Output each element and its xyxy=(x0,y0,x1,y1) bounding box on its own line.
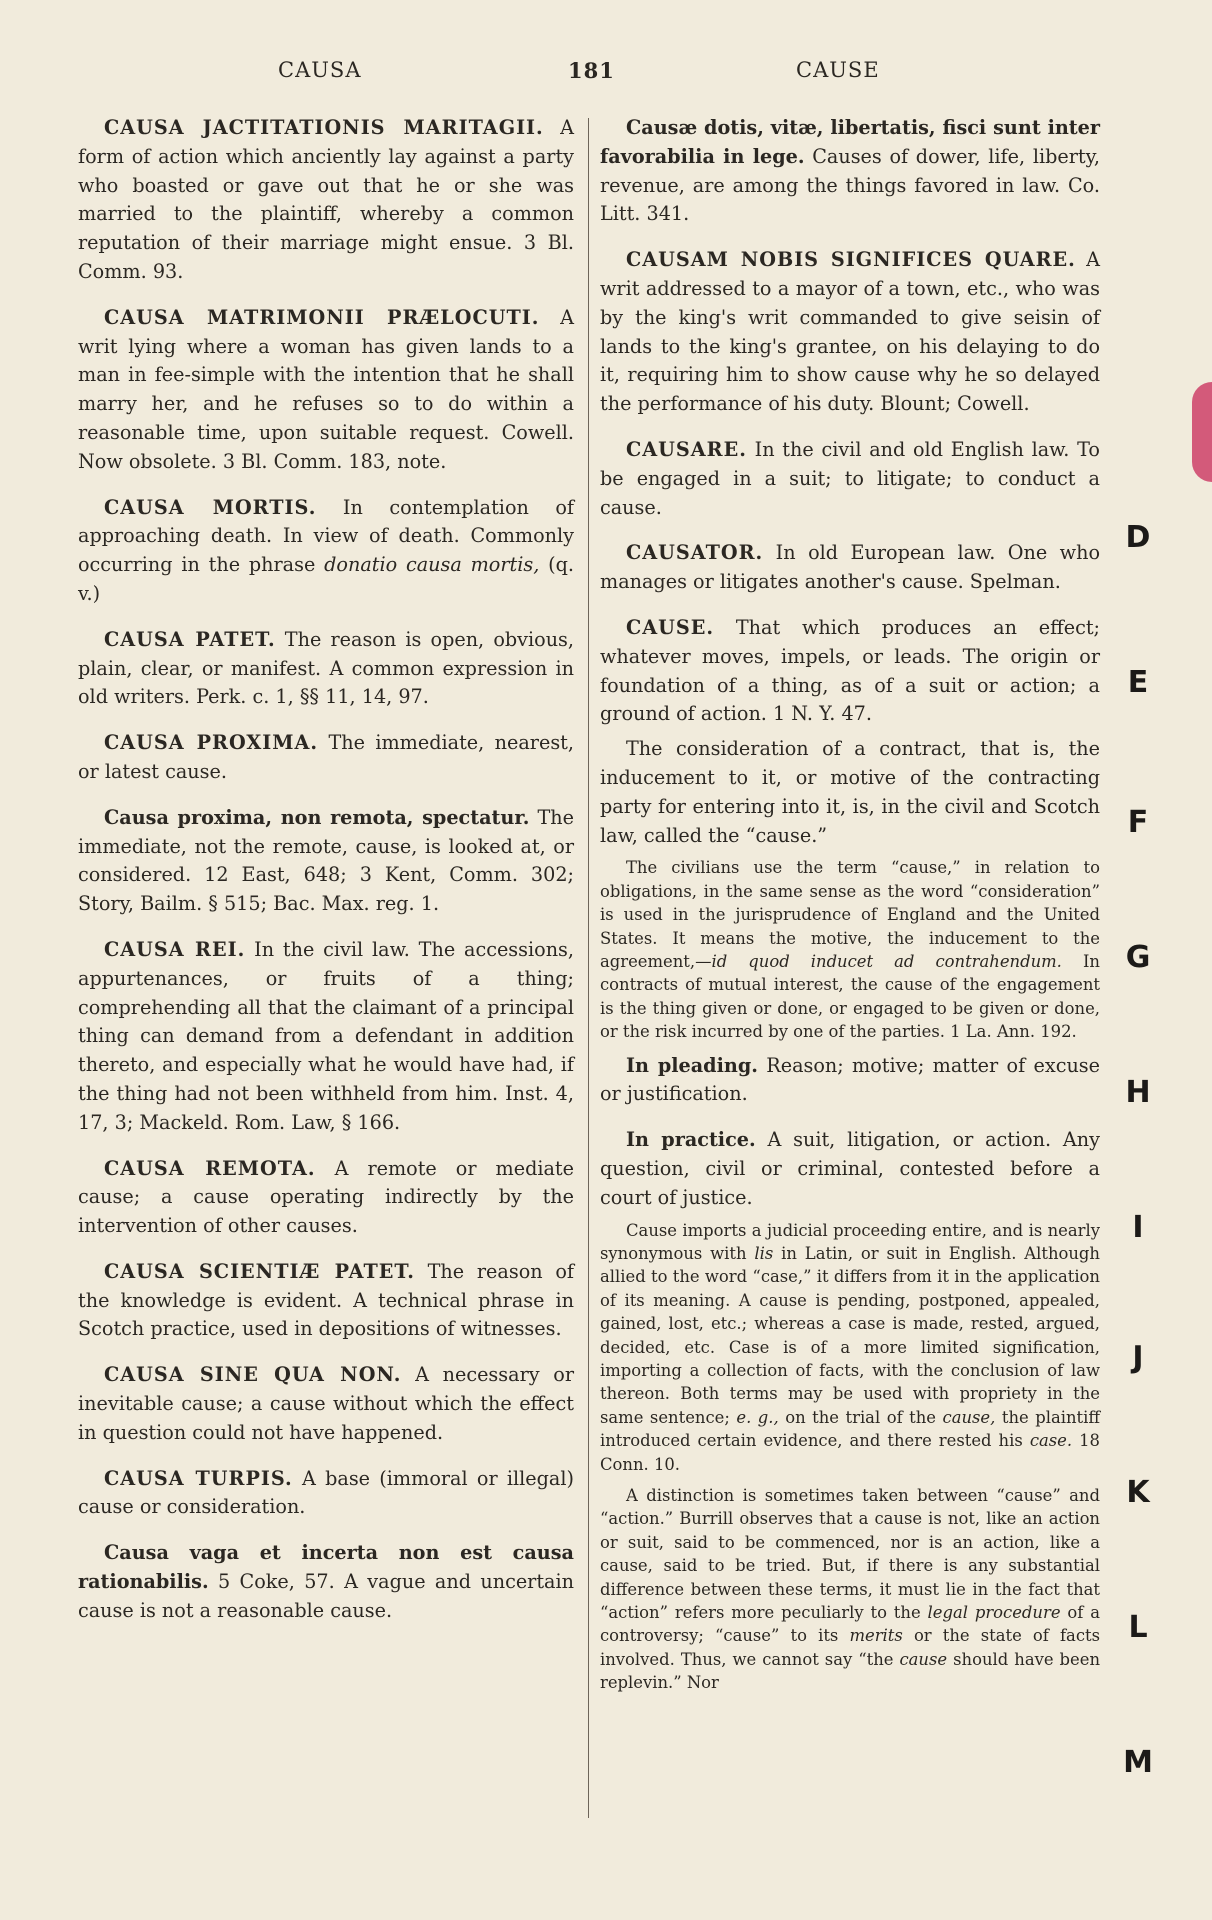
thumb-letter-e: E xyxy=(1127,665,1149,700)
entry-causa-sine-qua-non: CAUSA SINE QUA NON. A necessary or inevitable cause; a cause without which the effect in question could not have happened. xyxy=(78,1363,574,1444)
left-column xyxy=(78,114,574,1643)
entry-causa-remota: CAUSA REMOTA. A remote or mediate cause; a cause operating indirectly by the intervention of other causes. xyxy=(78,1156,575,1238)
cause-distinction-note: A distinction is sometimes taken between “cause” and “action.” Burrill observes that a cause is not, like an action or suit, said to be commenced, nor is an action, like a cause, said to be tried. But, if there is any substantial difference between these terms, it must lie in the fact that “action” refers more peculiarly to the legal procedure of a controversy; “cause” to its merits or the state of facts involved. Thus, we cannot say “the cause should have been replevin.” Nor xyxy=(600,1486,1101,1693)
entry-causa-rei: CAUSA REI. In the civil law. The accessions, appurtenances, or fruits of a thing; comprehending all that the claimant of a principal thing can demand from a defendant in addition thereto, and especially what he would have had, if the thing had not been withheld from him. Inst. 4, 17, 3; Mackeld. Rom. Law, § 166. xyxy=(78,937,574,1134)
page-number: 181 xyxy=(568,58,615,83)
entry-causare: CAUSARE. In the civil and old English law. To be engaged in a suit; to litigate; to conduct a cause. xyxy=(600,437,1100,519)
thumb-index xyxy=(1118,520,1158,1820)
entry-cause: CAUSE. That which produces an effect; whatever moves, impels, or leads. The origin or foundation of a thing, as of a suit or action; a ground of action. 1 N. Y. 47. xyxy=(600,615,1100,726)
entry-causator: CAUSATOR. In old European law. One who manages or litigates another's cause. Spelman. xyxy=(600,541,1100,594)
thumb-letter-d: D xyxy=(1125,520,1151,555)
entry-causa-proxima: CAUSA PROXIMA. The immediate, nearest, or latest cause. xyxy=(78,731,574,783)
cause-consideration: The consideration of a contract, that is, the inducement to it, or motive of the contracting party for entering into it, is, in the civil and Scotch law, called the “cause.” xyxy=(600,737,1100,847)
maxim-causae-dotis: Causæ dotis, vitæ, libertatis, fisci sunt inter favorabilia in lege. Causes of dower, life, liberty, revenue, are among the things favored in law. Co. Litt. 341. xyxy=(600,116,1101,226)
running-head-right: CAUSE xyxy=(796,58,880,82)
thumb-letter-m: M xyxy=(1123,1745,1153,1780)
thumb-letter-j: J xyxy=(1132,1340,1144,1375)
entry-causa-matrimonii: CAUSA MATRIMONII PRÆLOCUTI. A writ lying where a woman has given lands to a man in fee-simple with the intention that he shall marry her, and he refuses so to do within a reasonable time, upon suitable request. Cowell. Now obsolete. 3 Bl. Comm. 183, note. xyxy=(78,305,574,473)
maxim-causa-proxima: Causa proxima, non remota, spectatur. The immediate, not the remote, cause, is looked at, or considered. 12 East, 648; 3 Kent, Comm. 302; Story, Bailm. § 515; Bac. Max. reg. 1. xyxy=(78,805,574,916)
entry-causam-nobis: CAUSAM NOBIS SIGNIFICES QUARE. A writ addressed to a mayor of a town, etc., who was by the king's writ commanded to give seisin of lands to the king's grantee, on his delaying to do it, requiring him to show cause why he so delayed the performance of his duty. Blount; Cowell. xyxy=(600,248,1100,416)
cause-in-practice: In practice. A suit, litigation, or action. Any question, civil or criminal, contested before a court of justice. xyxy=(600,1128,1100,1209)
running-head xyxy=(0,58,1212,88)
entry-causa-jactitationis: CAUSA JACTITATIONIS MARITAGII. A form of action which anciently lay against a party who boasted or gave out that he or she was married to the plaintiff, whereby a common reputation of their marriage might ensue. 3 Bl. Comm. 93. xyxy=(78,116,574,283)
thumb-tab-marker xyxy=(1192,382,1212,482)
thumb-letter-k: K xyxy=(1126,1475,1150,1510)
entry-causa-scientiae: CAUSA SCIENTIÆ PATET. The reason of the knowledge is evident. A technical phrase in Scotch practice, used in depositions of witnesses. xyxy=(78,1259,574,1341)
cause-imports-note: Cause imports a judicial proceeding entire, and is nearly synonymous with lis in Latin, or suit in English. Although allied to the word “case,” it differs from it in the application of its meaning. A cause is pending, postponed, appealed, gained, lost, etc.; whereas a case is made, rested, argued, decided, etc. Case is of a more limited signification, importing a collection of facts, with the conclusion of law thereon. Both terms may be used with propriety in the same sentence; e. g., on the trial of the cause, the plaintiff introduced certain evidence, and there rested his case. 18 Conn. 10. xyxy=(600,1220,1101,1474)
thumb-letter-f: F xyxy=(1127,805,1149,840)
thumb-letter-l: L xyxy=(1128,1610,1148,1645)
thumb-letter-h: H xyxy=(1125,1075,1151,1110)
right-column xyxy=(600,114,1100,1695)
maxim-causa-vaga: Causa vaga et incerta non est causa rationabilis. 5 Coke, 57. A vague and uncertain cause is not a reasonable cause. xyxy=(78,1541,574,1622)
cause-civilians-note: The civilians use the term “cause,” in relation to obligations, in the same sense as the word “consideration” is used in the jurisprudence of England and the United States. It means the motive, the inducement to the agreement,—id quod inducet ad contrahendum. In contracts of mutual interest, the cause of the engagement is the thing given or done, or engaged to be given or done, or the risk incurred by one of the parties. 1 La. Ann. 192. xyxy=(600,858,1100,1042)
entry-causa-patet: CAUSA PATET. The reason is open, obvious, plain, clear, or manifest. A common expression in old writers. Perk. c. 1, §§ 11, 14, 97. xyxy=(78,627,574,709)
thumb-letter-i: I xyxy=(1132,1210,1144,1245)
entry-causa-mortis: CAUSA MORTIS. In contemplation of approaching death. In view of death. Commonly occurring in the phrase donatio causa mortis, (q. v.) xyxy=(78,495,575,605)
entry-causa-turpis: CAUSA TURPIS. A base (immoral or illegal) cause or consideration. xyxy=(78,1466,574,1519)
thumb-letter-g: G xyxy=(1125,940,1151,975)
column-divider xyxy=(588,118,589,1818)
running-head-left: CAUSA xyxy=(278,58,362,82)
cause-in-pleading: In pleading. Reason; motive; matter of excuse or justification. xyxy=(600,1053,1100,1106)
